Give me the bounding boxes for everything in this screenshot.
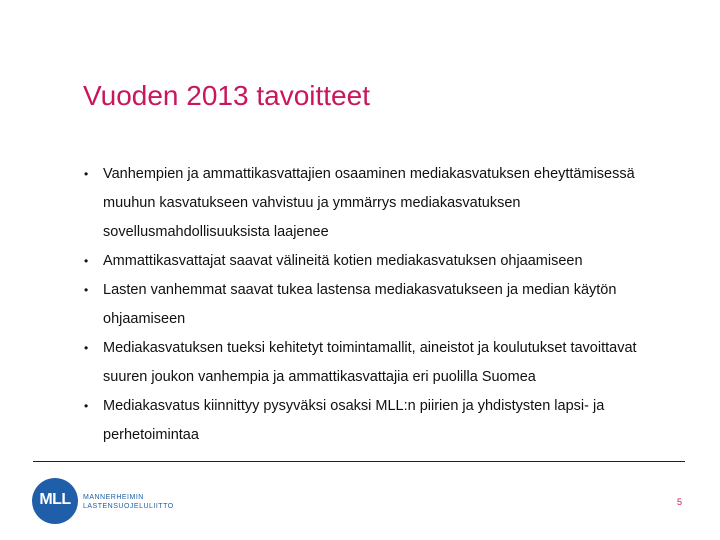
slide-title: Vuoden 2013 tavoitteet — [83, 80, 370, 111]
bullet-icon: • — [84, 341, 89, 355]
logo-line-1: MANNERHEIMIN — [83, 494, 144, 501]
mll-logo — [32, 478, 172, 524]
bullet-text: Vanhempien ja ammattikasvattajien osaaminen mediakasvatuksen eheyttämisessä muuhun kasvatukseen vahvistuu ja ymmärrys mediakasvatuksen sovellusmahdollisuuksista laajenee — [103, 166, 635, 240]
bullet-item — [84, 334, 684, 392]
logo-line-2: LASTENSUOJELULIITTO — [83, 503, 174, 510]
bullet-list — [84, 160, 684, 450]
bullet-item — [84, 160, 684, 247]
bullet-item — [84, 276, 684, 334]
bullet-item — [84, 392, 684, 450]
bullet-icon: • — [84, 254, 89, 268]
logo-text — [83, 493, 174, 511]
bullet-text: Mediakasvatus kiinnittyy pysyväksi osaksi MLL:n piirien ja yhdistysten lapsi- ja perhetoimintaa — [103, 398, 605, 443]
bullet-icon: • — [84, 167, 89, 181]
bullet-item — [84, 247, 684, 276]
logo-mark: MLL — [39, 491, 71, 508]
bullet-icon: • — [84, 283, 89, 297]
bullet-icon: • — [84, 399, 89, 413]
page-number: 5 — [677, 497, 683, 507]
footer-divider — [33, 461, 685, 462]
bullet-text: Lasten vanhemmat saavat tukea lastensa mediakasvatukseen ja median käytön ohjaamiseen — [103, 282, 617, 327]
bullet-text: Ammattikasvattajat saavat välineitä kotien mediakasvatuksen ohjaamiseen — [103, 253, 583, 269]
bullet-text: Mediakasvatuksen tueksi kehitetyt toimintamallit, aineistot ja koulutukset tavoittavat suuren joukon vanhempia ja ammattikasvattajia eri puolilla Suomea — [103, 340, 637, 385]
